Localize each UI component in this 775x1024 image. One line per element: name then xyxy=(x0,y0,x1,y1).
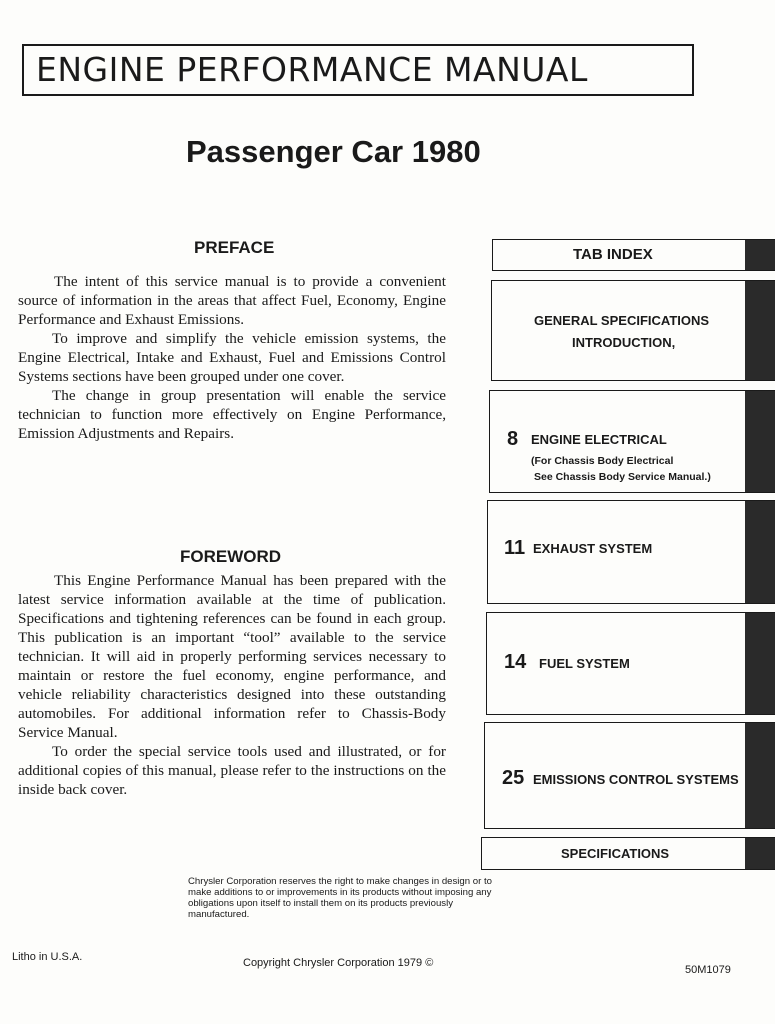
tab-edge xyxy=(745,838,775,869)
copyright-note: Copyright Chrysler Corporation 1979 © xyxy=(243,957,434,969)
tab-general-label: GENERAL SPECIFICATIONS xyxy=(534,313,710,328)
tab-emissions-label: EMISSIONS CONTROL SYSTEMS xyxy=(533,772,739,787)
foreword-body xyxy=(18,571,446,799)
tab-edge xyxy=(745,240,775,270)
tab-specifications-label: SPECIFICATIONS xyxy=(561,846,670,861)
tab-edge xyxy=(745,723,775,828)
disclaimer-notice: Chrysler Corporation reserves the right to make changes in design or to make additions to or improvements in its products without imposing any obligations upon itself to install them on its products previously manufactured. xyxy=(188,876,492,920)
tab-edge xyxy=(745,281,775,380)
foreword-paragraph: This Engine Performance Manual has been prepared with the latest service information available at the time of publication. Specifications and tightening references can be found in each group. This publication is an important “tool” available to the service technician. It will aid in properly performing services necessary to maintain or restore the fuel economy, engine performance, and vehicle reliability characteristics designed into these outstanding automobiles. For additional information refer to Chassis-Body Service Manual. xyxy=(18,572,446,741)
preface-paragraph: The change in group presentation will enable the service technician to function more effectively on Engine Performance, Emission Adjustments and Repairs. xyxy=(18,387,446,442)
tab-edge xyxy=(745,391,775,492)
tab-general[interactable] xyxy=(491,280,775,381)
tab-specifications[interactable] xyxy=(481,837,775,870)
tab-exhaust-number: 11 xyxy=(504,537,526,559)
tab-fuel-label: FUEL SYSTEM xyxy=(539,656,630,671)
litho-note: Litho in U.S.A. xyxy=(12,951,83,963)
manual-subtitle: Passenger Car 1980 xyxy=(186,134,481,169)
tab-emissions[interactable] xyxy=(484,722,775,829)
foreword-heading: FOREWORD xyxy=(180,547,282,566)
tab-fuel-number: 14 xyxy=(504,651,527,673)
tab-exhaust-label: EXHAUST SYSTEM xyxy=(533,541,653,556)
publication-code: 50M1079 xyxy=(685,964,731,976)
tab-exhaust[interactable] xyxy=(487,500,775,604)
tab-general-sublabel: INTRODUCTION, xyxy=(572,335,676,350)
manual-title: ENGINE PERFORMANCE MANUAL xyxy=(22,44,694,96)
tab-engine-note: See Chassis Body Service Manual.) xyxy=(534,471,711,483)
tab-emissions-number: 25 xyxy=(502,767,525,789)
tab-engine-label: ENGINE ELECTRICAL xyxy=(531,432,667,447)
tab-engine-number: 8 xyxy=(507,428,519,450)
tab-edge xyxy=(745,501,775,603)
preface-body xyxy=(18,272,446,443)
tab-engine-note: (For Chassis Body Electrical xyxy=(531,455,674,467)
tab-engine-electrical[interactable] xyxy=(489,390,775,493)
preface-paragraph: To improve and simplify the vehicle emission systems, the Engine Electrical, Intake and Exhaust, Fuel and Emissions Control Systems sections have been grouped under one cover. xyxy=(18,330,446,385)
preface-paragraph: The intent of this service manual is to provide a convenient source of information in the areas that affect Fuel, Economy, Engine Performance and Exhaust Emissions. xyxy=(18,273,446,328)
tab-index-heading: TAB INDEX xyxy=(573,246,653,263)
foreword-paragraph: To order the special service tools used and illustrated, or for additional copies of this manual, please refer to the instructions on the inside back cover. xyxy=(18,743,446,798)
tab-edge xyxy=(745,613,775,714)
tab-index-header xyxy=(492,239,775,271)
preface-heading: PREFACE xyxy=(194,238,275,257)
tab-fuel[interactable] xyxy=(486,612,775,715)
